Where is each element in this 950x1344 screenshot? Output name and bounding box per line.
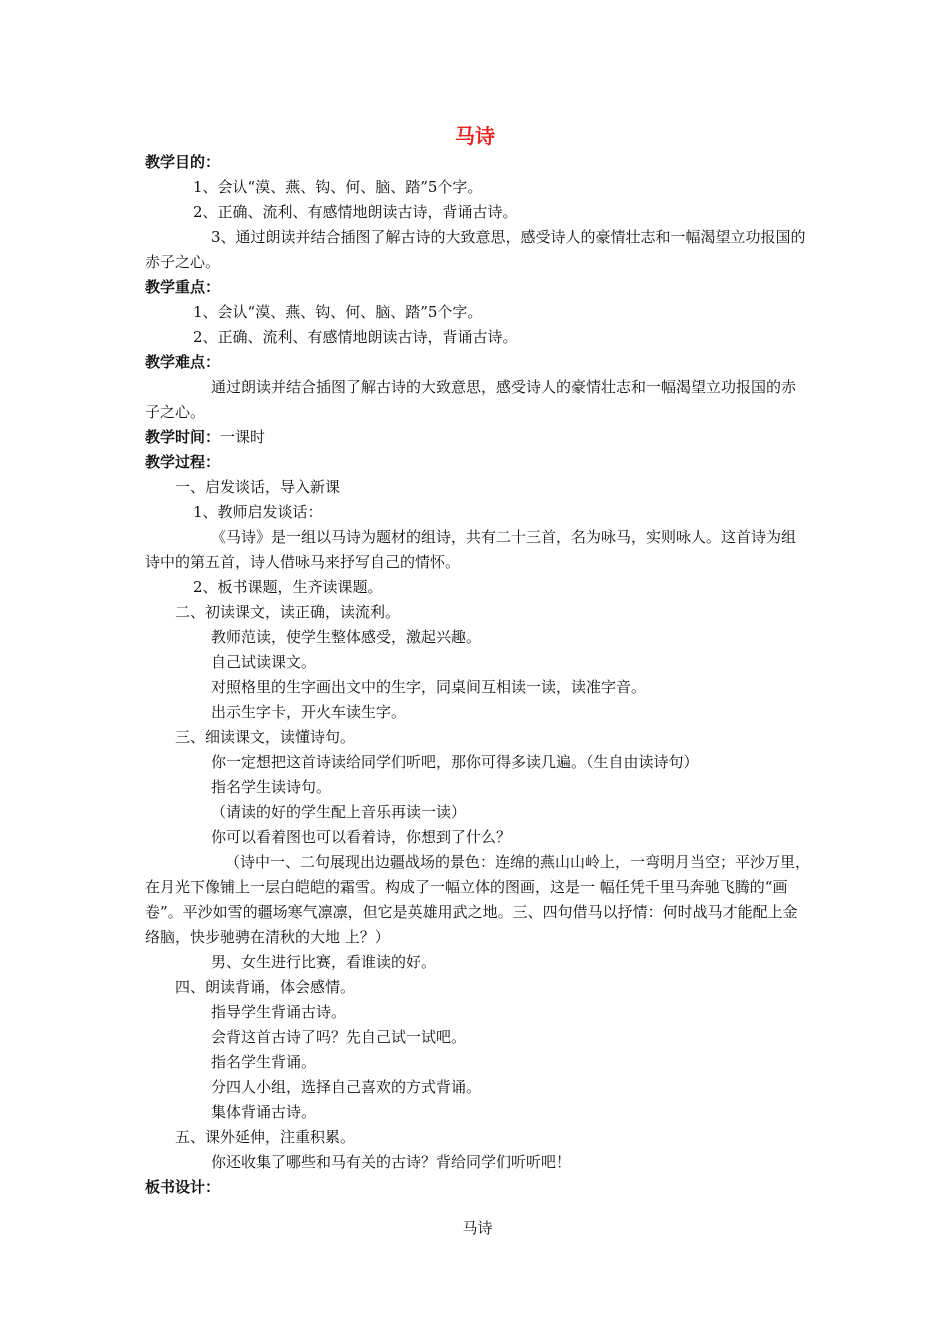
process-substep: 2、板书课题，生齐读课题。	[193, 578, 383, 596]
process-line: 会背这首古诗了吗？先自己试一试吧。	[211, 1028, 467, 1046]
process-line: 指导学生背诵古诗。	[211, 1003, 347, 1021]
document-body	[145, 150, 810, 1241]
process-line: 你可以看着图也可以看着诗，你想到了什么？	[211, 828, 512, 846]
process-step-2: 二、初读课文，读正确，读流利。	[175, 603, 401, 621]
process-line: 集体背诵古诗。	[211, 1103, 317, 1121]
time-row	[145, 425, 810, 450]
objectives-heading: 教学目的：	[145, 153, 221, 171]
process-paragraph: 《马诗》是一组以马诗为题材的组诗，共有二十三首，名为咏马，实则咏人。这首诗为组诗中的第五首，诗人借咏马来抒写自己的情怀。	[145, 528, 797, 571]
difficulty-heading: 教学难点：	[145, 353, 221, 371]
process-step-1: 一、启发谈话，导入新课	[175, 478, 341, 496]
process-line: 教师范读，使学生整体感受，激起兴趣。	[211, 628, 482, 646]
board-title: 马诗	[462, 1219, 493, 1237]
process-line: 你还收集了哪些和马有关的古诗？背给同学们听听吧！	[211, 1153, 572, 1171]
process-step-3: 三、细读课文，读懂诗句。	[175, 728, 356, 746]
process-heading: 教学过程：	[145, 453, 221, 471]
time-value: 一课时	[220, 428, 266, 446]
process-line: 自己试读课文。	[211, 653, 317, 671]
objective-item: 2、正确、流利、有感情地朗读古诗，背诵古诗。	[193, 203, 518, 221]
process-line: 指名学生背诵。	[211, 1053, 317, 1071]
process-line: 指名学生读诗句。	[211, 778, 332, 796]
process-paragraph: （诗中一、二句展现出边疆战场的景色：连绵的燕山山岭上，一弯明月当空；平沙万里，在月光下像铺上一层白皑皑的霜雪。构成了一幅立体的图画，这是一 幅任凭千里马奔驰飞腾的“画卷”。平沙如雪的疆场寒气凛凛，但它是英雄用武之地。三、四句借马以抒情：何时战马才能配上金络脑，快步驰骋在清秋的大地 上？）	[145, 853, 811, 946]
process-line: 对照格里的生字画出文中的生字，同桌间互相读一读，读准字音。	[211, 678, 647, 696]
process-line: （请读的好的学生配上音乐再读一读）	[211, 803, 467, 821]
key-point-item: 2、正确、流利、有感情地朗读古诗，背诵古诗。	[193, 328, 518, 346]
key-points-heading: 教学重点：	[145, 278, 221, 296]
key-point-item: 1、会认“漠、燕、钩、何、脑、踏”5个字。	[193, 303, 483, 321]
process-line: 你一定想把这首诗读给同学们听吧，那你可得多读几遍。（生自由读诗句）	[211, 753, 699, 771]
time-heading: 教学时间：	[145, 428, 221, 446]
document-title: 马诗	[455, 124, 495, 148]
process-step-4: 四、朗读背诵，体会感情。	[175, 978, 356, 996]
process-line: 出示生字卡，开火车读生字。	[211, 703, 407, 721]
difficulty-text: 通过朗读并结合插图了解古诗的大致意思，感受诗人的豪情壮志和一幅渴望立功报国的赤子之心。	[145, 378, 797, 421]
objective-item: 1、会认“漠、燕、钩、何、脑、踏”5个字。	[193, 178, 483, 196]
process-substep: 1、教师启发谈话：	[193, 503, 323, 521]
process-line: 分四人小组，选择自己喜欢的方式背诵。	[211, 1078, 482, 1096]
process-step-5: 五、课外延伸，注重积累。	[175, 1128, 356, 1146]
board-heading: 板书设计：	[145, 1178, 221, 1196]
objective-item: 3、通过朗读并结合插图了解古诗的大致意思，感受诗人的豪情壮志和一幅渴望立功报国的赤子之心。	[145, 228, 806, 271]
process-line: 男、女生进行比赛，看谁读的好。	[211, 953, 437, 971]
